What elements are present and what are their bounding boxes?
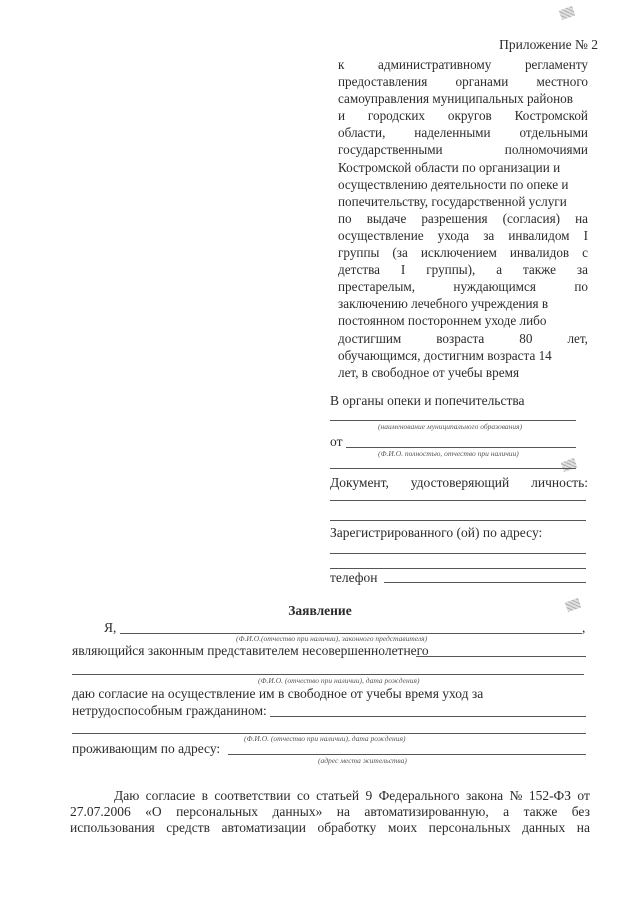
regulation-line (338, 278, 588, 295)
regulation-line (338, 176, 588, 193)
identity-document-line-2[interactable] (330, 520, 586, 521)
word: группы (338, 245, 380, 261)
word: Даю (114, 788, 140, 803)
word: ухода (437, 227, 470, 243)
word: от (577, 788, 590, 803)
word: личность: (531, 475, 588, 490)
word: за (483, 227, 495, 243)
regulation-line (338, 330, 588, 347)
word: на (576, 820, 590, 835)
word: 80 (519, 330, 533, 346)
citizen-name-line[interactable] (270, 716, 586, 717)
residing-label: проживающим по адресу: (72, 741, 221, 756)
word: округов (447, 108, 492, 124)
word: а (496, 262, 503, 278)
regulation-line (338, 312, 588, 329)
word: инвалидов (509, 245, 570, 261)
word: обучающимся, достигним возраста 14 (338, 347, 552, 363)
word: по (574, 279, 588, 295)
word: городских (367, 108, 426, 124)
consent-paragraph-line (70, 804, 590, 820)
addressee-label: В органы опеки и попечительства (330, 393, 525, 408)
word: I (583, 227, 588, 243)
word: Документ, (330, 475, 389, 490)
appendix-title: Приложение № 2 (499, 37, 598, 52)
word: (согласия) (502, 210, 561, 226)
word: согласие (145, 788, 196, 803)
regulation-line (338, 107, 588, 124)
word: соответствии (214, 788, 291, 803)
word: области, (338, 125, 386, 141)
word: попечительству, государственной услуги (338, 193, 567, 209)
word: I (400, 262, 406, 278)
word: автоматизированную, (364, 804, 489, 819)
word: обработку (317, 820, 377, 835)
municipality-caption: (наименование муниципального образования) (378, 422, 523, 431)
minor-name-line-2[interactable] (72, 674, 584, 675)
consent-paragraph-line (70, 820, 590, 836)
word: Костромской (514, 108, 588, 124)
word: использования (70, 820, 155, 835)
word: 9 (365, 788, 373, 803)
citizen-name-caption: (Ф.И.О. (отчество при наличии), дата рождения) (244, 734, 406, 743)
word: средств (166, 820, 210, 835)
word: со (296, 788, 310, 803)
word: местного (536, 74, 588, 90)
regulation-line (338, 227, 588, 244)
regulation-line (338, 56, 588, 73)
word: Костромской области по организации и (338, 159, 561, 175)
scan-stamp-mark (559, 6, 576, 20)
word: статьей (316, 788, 360, 803)
word: предоставления (338, 74, 428, 90)
residing-address-line[interactable] (228, 754, 586, 755)
regulation-line (338, 73, 588, 90)
word: также (523, 804, 558, 819)
representative-name-caption: (Ф.И.О.(отчество при наличии), законного представителя) (236, 634, 428, 643)
word: на (336, 804, 350, 819)
applicant-name-caption: (Ф.И.О. полностью, отчество при наличии) (378, 449, 519, 458)
regulation-line (338, 141, 588, 158)
word: и (338, 108, 346, 124)
regulation-line (338, 347, 588, 364)
word: заключению лечебного учреждения в (338, 296, 549, 312)
word: к (338, 57, 345, 72)
from-label: от (330, 434, 343, 449)
word: (за (392, 245, 408, 261)
word: на (575, 210, 588, 226)
word: лет, в свободное от учебы время (338, 364, 520, 380)
personal-data-consent (70, 788, 590, 836)
identity-document-label (330, 475, 588, 491)
word: регламенту (524, 57, 588, 72)
word: административному (378, 57, 492, 72)
word: Федерального (378, 788, 460, 803)
identity-document-line[interactable] (330, 500, 586, 501)
word: достигшим (338, 330, 402, 346)
word: самоуправления муниципальных районов (338, 91, 573, 107)
scan-stamp-mark (561, 458, 578, 472)
word: группы), (426, 262, 476, 278)
word: отдельными (519, 125, 588, 141)
residing-address-caption: (адрес места жительства) (318, 756, 407, 765)
regulation-line (338, 124, 588, 141)
municipality-line[interactable] (330, 420, 576, 421)
regulation-line (338, 244, 588, 261)
word: данных» (272, 804, 323, 819)
word: детства (338, 262, 381, 278)
word: полномочиями (504, 142, 588, 158)
word: за (576, 262, 588, 278)
regulation-line (338, 159, 588, 176)
word: персональных (176, 804, 259, 819)
word: а (503, 804, 510, 819)
minor-name-line[interactable] (416, 656, 586, 657)
word: лет, (567, 330, 588, 346)
word: 152-ФЗ (528, 788, 571, 803)
consent-line-1: даю согласие на осуществление им в свободное от учебы время уход за (72, 686, 484, 701)
word: в (201, 788, 208, 803)
consent-line-2: нетрудоспособным гражданином: (72, 703, 267, 718)
minor-name-caption: (Ф.И.О. (отчество при наличии), дата рождения) (258, 676, 420, 685)
registered-address-label: Зарегистрированного (ой) по адресу: (330, 525, 543, 540)
consent-paragraph-line (70, 788, 590, 804)
word: моих (387, 820, 418, 835)
word: наделенными (414, 125, 491, 141)
word: постоянном постороннем уходе либо (338, 313, 547, 329)
regulation-line (338, 90, 588, 107)
word: престарелым, (338, 279, 415, 295)
regulation-line (338, 364, 588, 381)
word: № (509, 788, 523, 803)
word: закона (466, 788, 504, 803)
word: нуждающимся (453, 279, 536, 295)
regulation-reference (338, 56, 588, 381)
word: также (523, 262, 556, 278)
registered-address-line[interactable] (330, 553, 586, 554)
word: «О (145, 804, 162, 819)
word: исключением (420, 245, 497, 261)
regulation-line (338, 261, 588, 278)
phone-line[interactable] (384, 582, 586, 583)
comma-mark: , (582, 620, 586, 635)
word: 27.07.2006 (70, 804, 131, 819)
representative-label: являющийся законным представителем несовершеннолетнего (72, 643, 429, 658)
registered-address-line-2[interactable] (330, 568, 586, 569)
word: разрешения (421, 210, 488, 226)
word: возраста (436, 330, 485, 346)
word: государственными (338, 142, 443, 158)
regulation-line (338, 210, 588, 227)
word: осуществлению деятельности по опеке и (338, 176, 569, 192)
word: автоматизации (221, 820, 306, 835)
word: с (582, 245, 588, 261)
word: по (338, 210, 352, 226)
word: органами (455, 74, 509, 90)
word: удостоверяющий (410, 475, 510, 490)
applicant-name-line[interactable] (346, 447, 576, 448)
phone-label: телефон (330, 570, 378, 585)
regulation-line (338, 193, 588, 210)
word: выдаче (366, 210, 407, 226)
applicant-name-line-2[interactable] (330, 468, 576, 469)
word: без (571, 804, 590, 819)
word: инвалидом (508, 227, 570, 243)
word: данных (522, 820, 566, 835)
i-label: Я, (104, 620, 117, 635)
statement-title: Заявление (288, 603, 352, 618)
regulation-line (338, 295, 588, 312)
word: персональных (428, 820, 511, 835)
word: осуществление (338, 227, 424, 243)
